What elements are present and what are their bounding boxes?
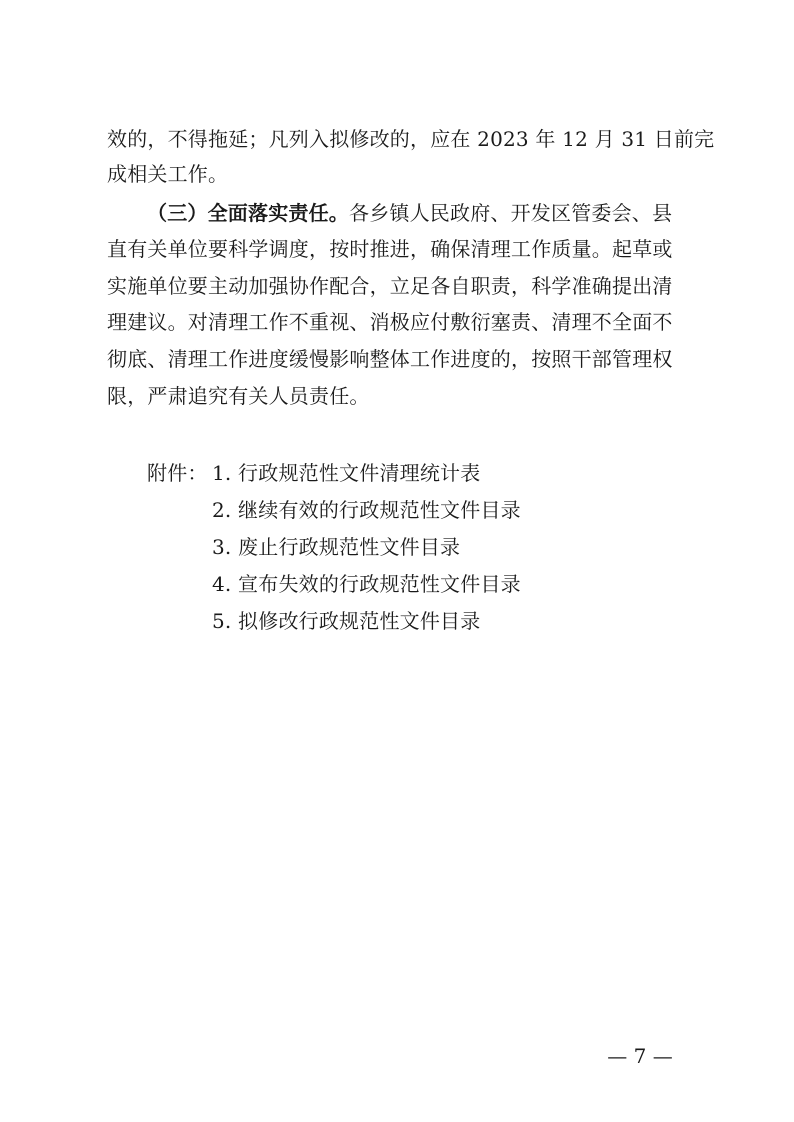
body-line-4: 实施单位要主动加强协作配合，立足各自职责，科学准确提出清: [107, 274, 673, 298]
attachment-item-2: 2. 继续有效的行政规范性文件目录: [212, 498, 521, 522]
attachment-item-5: 5. 拟修改行政规范性文件目录: [212, 609, 481, 633]
section-paragraph-first-line: [147, 201, 794, 225]
attachments-label: 附件：: [147, 461, 208, 485]
body-line-7: 限，严肃追究有关人员责任。: [107, 384, 370, 408]
attachment-item-1: 1. 行政规范性文件清理统计表: [212, 461, 481, 485]
attachment-item-4: 4. 宣布失效的行政规范性文件目录: [212, 572, 521, 596]
body-line-5: 理建议。对清理工作不重视、消极应付敷衍塞责、清理不全面不: [107, 310, 673, 334]
body-line-3: 直有关单位要科学调度，按时推进，确保清理工作质量。起草或: [107, 237, 673, 261]
body-line-6: 彻底、清理工作进度缓慢影响整体工作进度的，按照干部管理权: [107, 347, 673, 371]
attachment-item-3: 3. 废止行政规范性文件目录: [212, 535, 461, 559]
body-line-2: 成相关工作。: [107, 162, 229, 186]
section-heading: （三）全面落实责任。: [147, 201, 349, 225]
body-line-1: 效的，不得拖延；凡列入拟修改的，应在 2023 年 12 月 31 日前完: [107, 127, 715, 151]
page-number: — 7 —: [607, 1044, 673, 1068]
section-text-start: 各乡镇人民政府、开发区管委会、县: [349, 201, 673, 225]
